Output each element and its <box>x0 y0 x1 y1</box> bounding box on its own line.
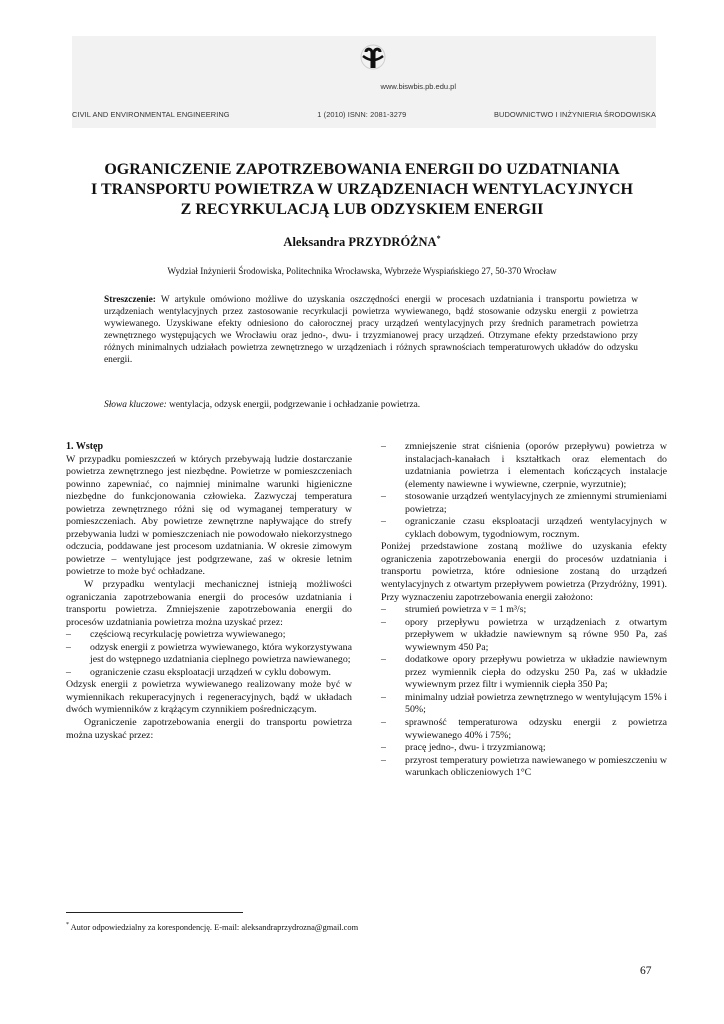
journal-issue: 1 (2010) ISNN: 2081-3279 <box>317 110 407 119</box>
author-name: Aleksandra PRZYDRÓŻNA <box>283 235 437 250</box>
title-line: Z RECYRKULACJĄ LUB ODZYSKIEM ENERGII <box>180 201 544 218</box>
list-item: – częściową recyrkulację powietrza wywiewanego; <box>66 629 352 642</box>
journal-header <box>72 36 656 128</box>
abstract <box>104 294 638 367</box>
list-item: – opory przepływu powietrza w urządzeniach z otwartym przepływem w układzie nawiewnym są równe 950 Pa, zaś wywiewnym 450 Pa; <box>381 617 667 655</box>
title-line: OGRANICZENIE ZAPOTRZEBOWANIA ENERGII DO UZDATNIANIA <box>104 161 620 178</box>
journal-name-en: CIVIL AND ENVIRONMENTAL ENGINEERING <box>72 110 230 119</box>
footnote <box>66 922 358 932</box>
list-item: – stosowanie urządzeń wentylacyjnych ze zmiennymi strumieniami powietrza; <box>381 491 667 516</box>
list-item: – strumień powietrza v = 1 m³/s; <box>381 604 667 617</box>
bullet-list <box>66 629 352 679</box>
abstract-label: Streszczenie: <box>104 295 156 305</box>
list-item: – ograniczenie czasu eksploatacji urządzeń w cyklu dobowym. <box>66 667 352 680</box>
journal-logo-icon <box>360 44 390 74</box>
affiliation: Wydział Inżynierii Środowiska, Politechnika Wrocławska, Wybrzeże Wyspiańskiego 27, 50-370 Wrocław <box>167 266 557 276</box>
list-item: – ograniczanie czasu eksploatacji urządzeń wentylacyjnych w cyklach dobowym, tygodniowym, rocznym. <box>381 516 667 541</box>
list-item: – przyrost temperatury powietrza nawiewanego w pomieszczeniu w warunkach obliczeniowych 1°C <box>381 755 667 780</box>
list-item: – sprawność temperaturowa odzysku energii z powietrza wywiewanego 40% i 75%; <box>381 717 667 742</box>
footnote-mark: * <box>66 922 69 928</box>
paragraph: Poniżej przedstawione zostaną możliwe do uzyskania efekty ograniczenia zapotrzebowania energii do procesów uzdatniania i transportu powietrza, które odniesione zostaną do urządzeń wentylacyjnych z otwartym przepływem powietrza (Przydróżny, 1991). Przy wyznaczeniu zapotrzebowania energii założono: <box>381 541 667 603</box>
left-column <box>66 441 352 742</box>
paragraph: Odzysk energii z powietrza wywiewanego realizowany może być w wymiennikach rekuperacyjnych i regeneracyjnych, bądź w układach dwóch wymienników z krążącym czynnikiem pośredniczącym. <box>66 679 352 716</box>
bullet-list <box>381 604 667 780</box>
list-item: – pracę jedno-, dwu- i trzyzmianową; <box>381 742 667 755</box>
author <box>0 234 724 250</box>
paragraph: W przypadku wentylacji mechanicznej istnieją możliwości ograniczania zapotrzebowania energii do procesów uzdatniania i transportu powietrza. Zmniejszenie zapotrzebowania energii do procesów uzdatniania powietrza można uzyskać przez: <box>66 579 352 628</box>
list-item: – minimalny udział powietrza zewnętrznego w wentylującym 15% i 50%; <box>381 692 667 717</box>
bullet-list <box>381 441 667 541</box>
author-mark: * <box>436 234 441 243</box>
page-number: 67 <box>640 965 652 977</box>
paper-title <box>60 160 664 220</box>
list-item: – dodatkowe opory przepływu powietrza w układzie nawiewnym przez wymiennik ciepła do odzysku 250 Pa, zaś w układzie wywiewnym przez filtr i wymiennik ciepła 350 Pa; <box>381 654 667 692</box>
title-line: I TRANSPORTU POWIETRZA W URZĄDZENIACH WENTYLACYJNYCH <box>91 181 633 198</box>
keywords-label: Słowa kluczowe: <box>104 400 167 410</box>
list-item: – zmniejszenie strat ciśnienia (oporów przepływu) powietrza w instalacjach-kanałach i kształtkach oraz elementach do uzdatniania powietrza i elementach kończących instalacje (elementy nawiewne i wywiewne, czerpnie, wyrzutnie); <box>381 441 667 491</box>
keywords-text: wentylacja, odzysk energii, podgrzewanie i ochładzanie powietrza. <box>166 400 421 410</box>
journal-website: www.biswbis.pb.edu.pl <box>380 82 456 91</box>
paragraph: W przypadku pomieszczeń w których przebywają ludzie dostarczanie powietrza zewnętrznego jest niezbędne. Powietrze w pomieszczeniach powinno zapewniać, co najmniej minimalne warunki higieniczne niezbędne do funkcjonowania człowieka. Zazwyczaj temperatura powietrza zewnętrznego różni się od wymaganej temperatury w pomieszczeniach. Aby powietrze zewnętrzne napływające do strefy przebywania ludzi w pomieszczeniach nie powodowało niekorzystnego odczucia, poddawane jest procesom uzdatniania. W okresie zimowym powietrze – wentylujące jest podgrzewane, zaś w okresie letnim powietrze to może być ochładzane. <box>66 453 352 578</box>
right-column <box>381 441 667 780</box>
footnote-divider <box>66 912 243 913</box>
journal-name-pl: BUDOWNICTWO I INŻYNIERIA ŚRODOWISKA <box>493 110 656 119</box>
abstract-text: W artykule omówiono możliwe do uzyskania oszczędności energii w procesach uzdatniania i transportu powietrza w urządzeniach wentylacyjnych przez zastosowanie recyrkulacji powietrza wywiewanego, bądź stosowanie odzysku energii z powietrza wywiewanego. Uzyskiwane efekty odniesiono do całorocznej pracy urządzeń wentylacyjnych przy średnich parametrach powietrza zewnętrznego występujących we Wrocławiu oraz jedno-, dwu- i trzyzmianowej pracy urządzeń. Otrzymane efekty przedstawiono przy różnych minimalnych udziałach powietrza zewnętrznego w urządzeniach i różnych sprawnościach temperaturowych układów do odzysku energii. <box>104 295 638 366</box>
section-heading: 1. Wstęp <box>66 441 104 452</box>
footnote-text: Autor odpowiedzialny za korespondencję. E-mail: aleksandraprzydrozna@gmail.com <box>69 922 359 932</box>
paragraph: Ograniczenie zapotrzebowania energii do transportu powietrza można uzyskać przez: <box>66 717 352 741</box>
journal-info-line <box>72 110 656 119</box>
list-item: – odzysk energii z powietrza wywiewanego, która wykorzystywana jest do wstępnego uzdatniania cieplnego powietrza nawiewanego; <box>66 642 352 667</box>
keywords <box>104 400 638 410</box>
